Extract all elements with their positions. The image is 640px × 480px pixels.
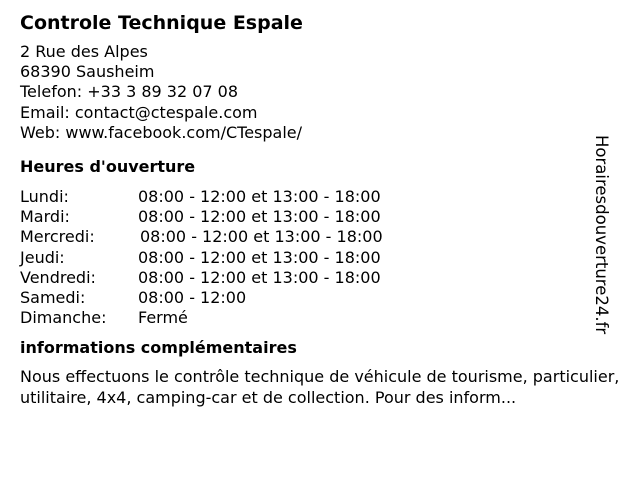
time-range: 08:00 - 12:00 et 13:00 - 18:00 bbox=[138, 267, 381, 287]
hours-row-saturday bbox=[20, 288, 620, 308]
watermark-text: Horairesdouverture24.fr bbox=[592, 135, 611, 335]
time-range: Fermé bbox=[138, 308, 188, 328]
day-label: Dimanche: bbox=[20, 308, 107, 328]
hours-row-thursday bbox=[20, 248, 620, 268]
hours-row-wednesday bbox=[20, 227, 620, 247]
address-block bbox=[20, 42, 620, 143]
time-range: 08:00 - 12:00 bbox=[138, 288, 247, 308]
hours-row-monday bbox=[20, 187, 620, 207]
day-label: Jeudi: bbox=[20, 247, 65, 267]
hours-heading: Heures d'ouverture bbox=[20, 157, 196, 177]
time-range: 08:00 - 12:00 et 13:00 - 18:00 bbox=[138, 187, 381, 207]
hours-row-sunday bbox=[20, 308, 620, 328]
time-range: 08:00 - 12:00 et 13:00 - 18:00 bbox=[138, 207, 381, 227]
time-range: 08:00 - 12:00 et 13:00 - 18:00 bbox=[140, 227, 383, 247]
info-heading: informations complémentaires bbox=[20, 338, 297, 358]
business-name: Controle Technique Espale bbox=[20, 12, 303, 34]
day-label: Mercredi: bbox=[20, 227, 95, 247]
website: Web: www.facebook.com/CTespale/ bbox=[20, 122, 303, 142]
day-label: Mardi: bbox=[20, 207, 70, 227]
hours-row-tuesday bbox=[20, 207, 620, 227]
day-label: Vendredi: bbox=[20, 267, 96, 287]
city-postal: 68390 Sausheim bbox=[20, 62, 155, 82]
hours-row-friday bbox=[20, 268, 620, 288]
opening-hours-table bbox=[20, 187, 620, 328]
day-label: Samedi: bbox=[20, 288, 86, 308]
time-range: 08:00 - 12:00 et 13:00 - 18:00 bbox=[138, 247, 381, 267]
phone-number: Telefon: +33 3 89 32 07 08 bbox=[20, 82, 239, 102]
info-description: Nous effectuons le contrôle technique de véhicule de tourisme, particulier, utilitaire, 4x4, camping-car et de collection. Pour des inform... bbox=[20, 367, 620, 407]
street-address: 2 Rue des Alpes bbox=[20, 42, 148, 61]
day-label: Lundi: bbox=[20, 187, 69, 207]
email-address: Email: contact@ctespale.com bbox=[20, 102, 258, 122]
business-card bbox=[20, 10, 620, 408]
